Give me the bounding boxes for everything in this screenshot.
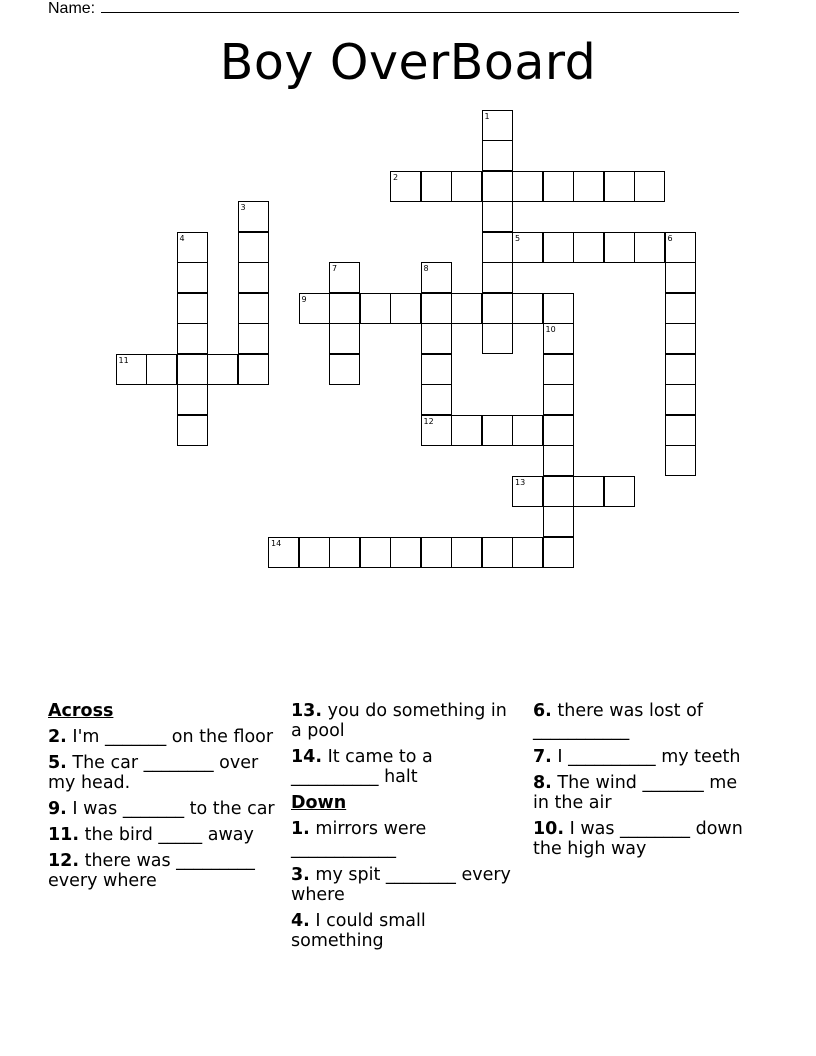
grid-cell[interactable]	[329, 262, 360, 293]
clue-down-10: 10. I was ________ down the high way	[533, 819, 743, 859]
grid-cell[interactable]	[451, 171, 482, 202]
grid-cell[interactable]	[543, 293, 574, 324]
grid-cell[interactable]	[451, 537, 482, 568]
grid-cell[interactable]	[665, 415, 696, 446]
grid-cell[interactable]	[543, 445, 574, 476]
grid-cell[interactable]	[421, 384, 452, 415]
grid-cell[interactable]	[573, 476, 604, 507]
grid-cell[interactable]	[177, 232, 208, 263]
grid-cell[interactable]	[329, 293, 360, 324]
grid-cell[interactable]	[573, 171, 604, 202]
grid-cell[interactable]	[421, 354, 452, 385]
grid-cell[interactable]	[665, 293, 696, 324]
clue-number: 14	[271, 538, 282, 548]
grid-cell[interactable]	[390, 537, 421, 568]
grid-cell[interactable]	[482, 171, 513, 202]
grid-cell[interactable]	[543, 232, 574, 263]
grid-cell[interactable]	[512, 232, 543, 263]
clue-number: 8	[423, 264, 429, 273]
clues-column-2	[291, 701, 511, 957]
grid-cell[interactable]	[543, 476, 574, 507]
grid-cell[interactable]	[238, 232, 269, 263]
grid-cell[interactable]	[360, 293, 391, 324]
grid-cell[interactable]	[238, 323, 269, 354]
clue-down-1: 1. mirrors were ____________	[291, 819, 427, 859]
grid-cell[interactable]	[634, 171, 665, 202]
grid-cell[interactable]	[604, 232, 635, 263]
grid-cell[interactable]	[207, 354, 238, 385]
grid-cell[interactable]	[329, 354, 360, 385]
grid-cell[interactable]	[421, 415, 452, 446]
grid-cell[interactable]	[421, 262, 452, 293]
grid-cell[interactable]	[482, 262, 513, 293]
grid-cell[interactable]	[543, 415, 574, 446]
grid-cell[interactable]	[329, 323, 360, 354]
grid-cell[interactable]	[390, 171, 421, 202]
grid-cell[interactable]	[665, 262, 696, 293]
clue-number: 5	[515, 233, 521, 243]
clue-number: 6	[667, 233, 673, 243]
grid-cell[interactable]	[665, 384, 696, 415]
grid-cell[interactable]	[360, 537, 391, 568]
grid-cell[interactable]	[390, 293, 421, 324]
grid-cell[interactable]	[665, 323, 696, 354]
clue-number: 10	[545, 325, 556, 334]
grid-cell[interactable]	[604, 171, 635, 202]
grid-cell[interactable]	[299, 293, 330, 324]
clue-across-11: 11. the bird _____ away	[48, 825, 254, 845]
grid-cell[interactable]	[512, 415, 543, 446]
clues-column-3	[533, 701, 753, 865]
grid-cell[interactable]	[421, 537, 452, 568]
grid-cell[interactable]	[238, 293, 269, 324]
clue-number: 12	[423, 416, 434, 426]
grid-cell[interactable]	[512, 537, 543, 568]
clue-down-8: 8. The wind _______ me in the air	[533, 773, 738, 813]
grid-cell[interactable]	[482, 110, 513, 141]
clue-number: 4	[179, 233, 185, 243]
grid-cell[interactable]	[512, 171, 543, 202]
clue-number: 11	[118, 355, 129, 365]
clue-number: 2	[393, 172, 399, 182]
grid-cell[interactable]	[482, 293, 513, 324]
clue-number: 1	[484, 111, 490, 121]
grid-cell[interactable]	[543, 506, 574, 537]
grid-cell[interactable]	[482, 201, 513, 232]
grid-cell[interactable]	[177, 262, 208, 293]
puzzle-title: Boy OverBoard	[219, 34, 597, 91]
grid-cell[interactable]	[268, 537, 299, 568]
grid-cell[interactable]	[329, 537, 360, 568]
clue-across-5: 5. The car ________ over my head.	[48, 753, 259, 793]
grid-cell[interactable]	[177, 354, 208, 385]
grid-cell[interactable]	[543, 171, 574, 202]
grid-cell[interactable]	[543, 384, 574, 415]
grid-cell[interactable]	[604, 476, 635, 507]
clue-down-4: 4. I could small something	[291, 911, 426, 951]
grid-cell[interactable]	[146, 354, 177, 385]
grid-cell[interactable]	[543, 323, 574, 354]
grid-cell[interactable]	[451, 293, 482, 324]
grid-cell[interactable]	[177, 384, 208, 415]
clue-number: 13	[515, 477, 526, 487]
grid-cell[interactable]	[421, 293, 452, 324]
grid-cell[interactable]	[482, 323, 513, 354]
grid-cell[interactable]	[543, 354, 574, 385]
clue-across-12: 12. there was _________ every where	[48, 851, 255, 891]
clue-across-14: 14. It came to a __________ halt	[291, 747, 433, 787]
grid-cell[interactable]	[421, 323, 452, 354]
grid-cell[interactable]	[177, 293, 208, 324]
down-heading: Down	[291, 793, 347, 813]
grid-cell[interactable]	[482, 232, 513, 263]
grid-cell[interactable]	[482, 140, 513, 171]
clue-down-3: 3. my spit ________ every where	[291, 865, 511, 905]
across-heading: Across	[48, 701, 114, 721]
grid-cell[interactable]	[543, 537, 574, 568]
clue-number: 3	[240, 203, 246, 212]
grid-cell[interactable]	[421, 171, 452, 202]
clue-down-6: 6. there was lost of ___________	[533, 701, 703, 741]
grid-cell[interactable]	[482, 415, 513, 446]
grid-cell[interactable]	[634, 232, 665, 263]
clue-number: 7	[332, 264, 338, 273]
grid-cell[interactable]	[482, 537, 513, 568]
grid-cell[interactable]	[665, 354, 696, 385]
clues-column-1	[48, 701, 276, 897]
grid-cell[interactable]	[299, 537, 330, 568]
clue-number: 9	[301, 294, 307, 304]
grid-cell[interactable]	[116, 354, 147, 385]
clue-across-2: 2. I'm _______ on the floor	[48, 727, 274, 747]
name-label: Name:	[48, 0, 96, 17]
grid-cell[interactable]	[512, 476, 543, 507]
grid-cell[interactable]	[665, 445, 696, 476]
clue-across-13: 13. you do something in a pool	[291, 701, 507, 741]
clue-across-9: 9. I was _______ to the car	[48, 799, 275, 819]
grid-cell[interactable]	[238, 354, 269, 385]
grid-cell[interactable]	[177, 323, 208, 354]
grid-cell[interactable]	[238, 201, 269, 232]
grid-cell[interactable]	[665, 232, 696, 263]
grid-cell[interactable]	[512, 293, 543, 324]
grid-cell[interactable]	[573, 232, 604, 263]
grid-cell[interactable]	[451, 415, 482, 446]
clue-down-7: 7. I __________ my teeth	[533, 747, 741, 767]
grid-cell[interactable]	[238, 262, 269, 293]
grid-cell[interactable]	[177, 415, 208, 446]
